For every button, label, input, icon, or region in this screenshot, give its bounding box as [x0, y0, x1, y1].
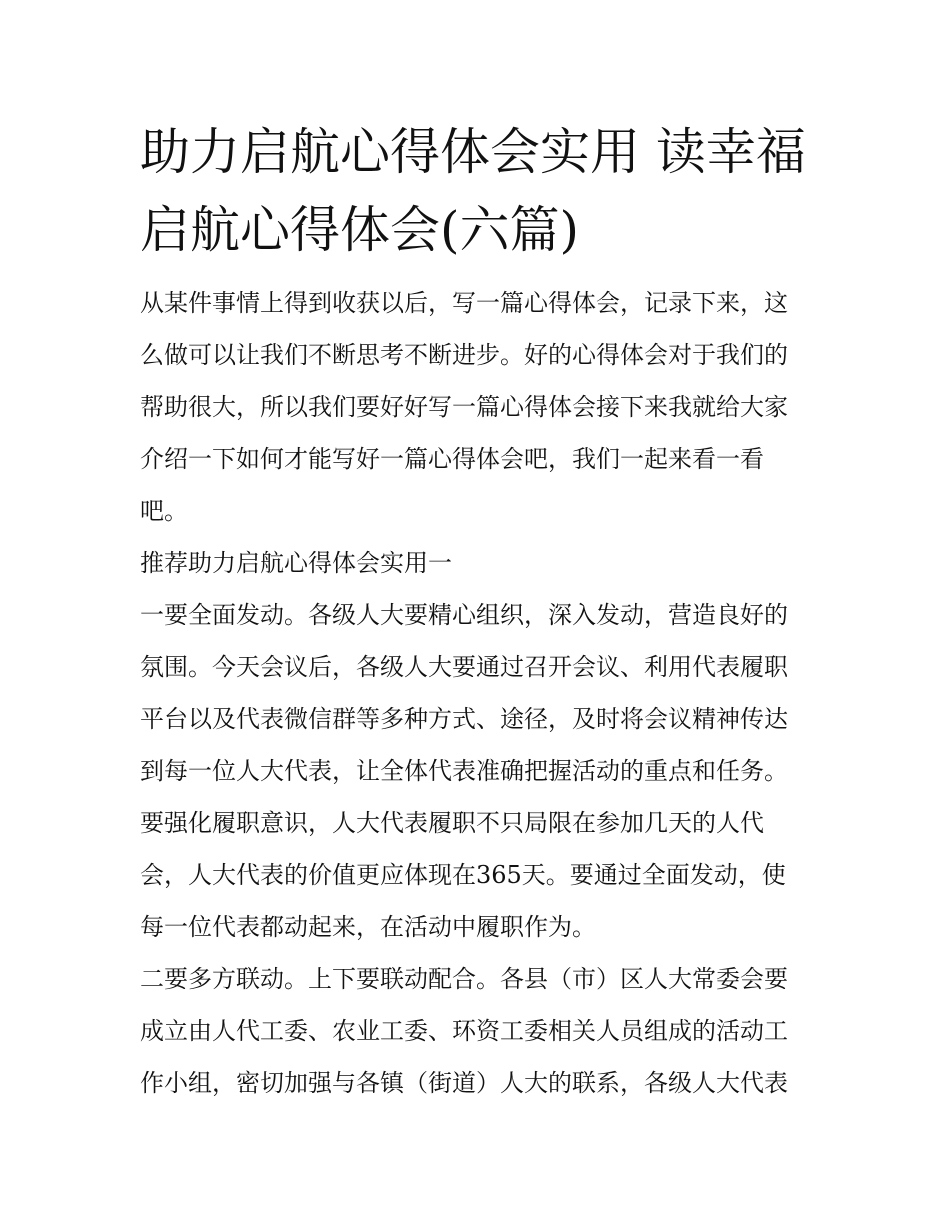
paragraph-line: 作小组，密切加强与各镇（街道）人大的联系，各级人大代表 [140, 1069, 788, 1097]
paragraph-line: 会，人大代表的价值更应体现在365天。要通过全面发动，使 [140, 861, 786, 889]
paragraph-line: 么做可以让我们不断思考不断进步。好的心得体会对于我们的 [140, 341, 788, 369]
document-body [140, 277, 820, 1109]
paragraph-line: 氛围。今天会议后，各级人大要通过召开会议、利用代表履职 [140, 653, 788, 681]
section-heading: 推荐助力启航心得体会实用一 [140, 549, 452, 577]
title-line: 启航心得体会(六篇) [140, 201, 580, 259]
document-title [140, 113, 820, 269]
paragraph-line: 二要多方联动。上下要联动配合。各县（市）区人大常委会要 [140, 965, 788, 993]
paragraph-line: 一要全面发动。各级人大要精心组织，深入发动，营造良好的 [140, 601, 788, 629]
paragraph-line: 平台以及代表微信群等多种方式、途径，及时将会议精神传达 [140, 705, 788, 733]
paragraph-line: 介绍一下如何才能写好一篇心得体会吧，我们一起来看一看 [140, 445, 764, 473]
paragraph-line: 要强化履职意识，人大代表履职不只局限在参加几天的人代 [140, 809, 764, 837]
paragraph-line: 帮助很大，所以我们要好好写一篇心得体会接下来我就给大家 [140, 393, 788, 421]
paragraph-line: 到每一位人大代表，让全体代表准确把握活动的重点和任务。 [140, 757, 788, 785]
paragraph-line: 成立由人代工委、农业工委、环资工委相关人员组成的活动工 [140, 1017, 788, 1045]
title-line: 助力启航心得体会实用 读幸福 [140, 123, 806, 181]
paragraph-line: 吧。 [140, 497, 188, 525]
paragraph-line: 每一位代表都动起来，在活动中履职作为。 [140, 913, 596, 941]
paragraph-line: 从某件事情上得到收获以后，写一篇心得体会，记录下来，这 [140, 289, 788, 317]
